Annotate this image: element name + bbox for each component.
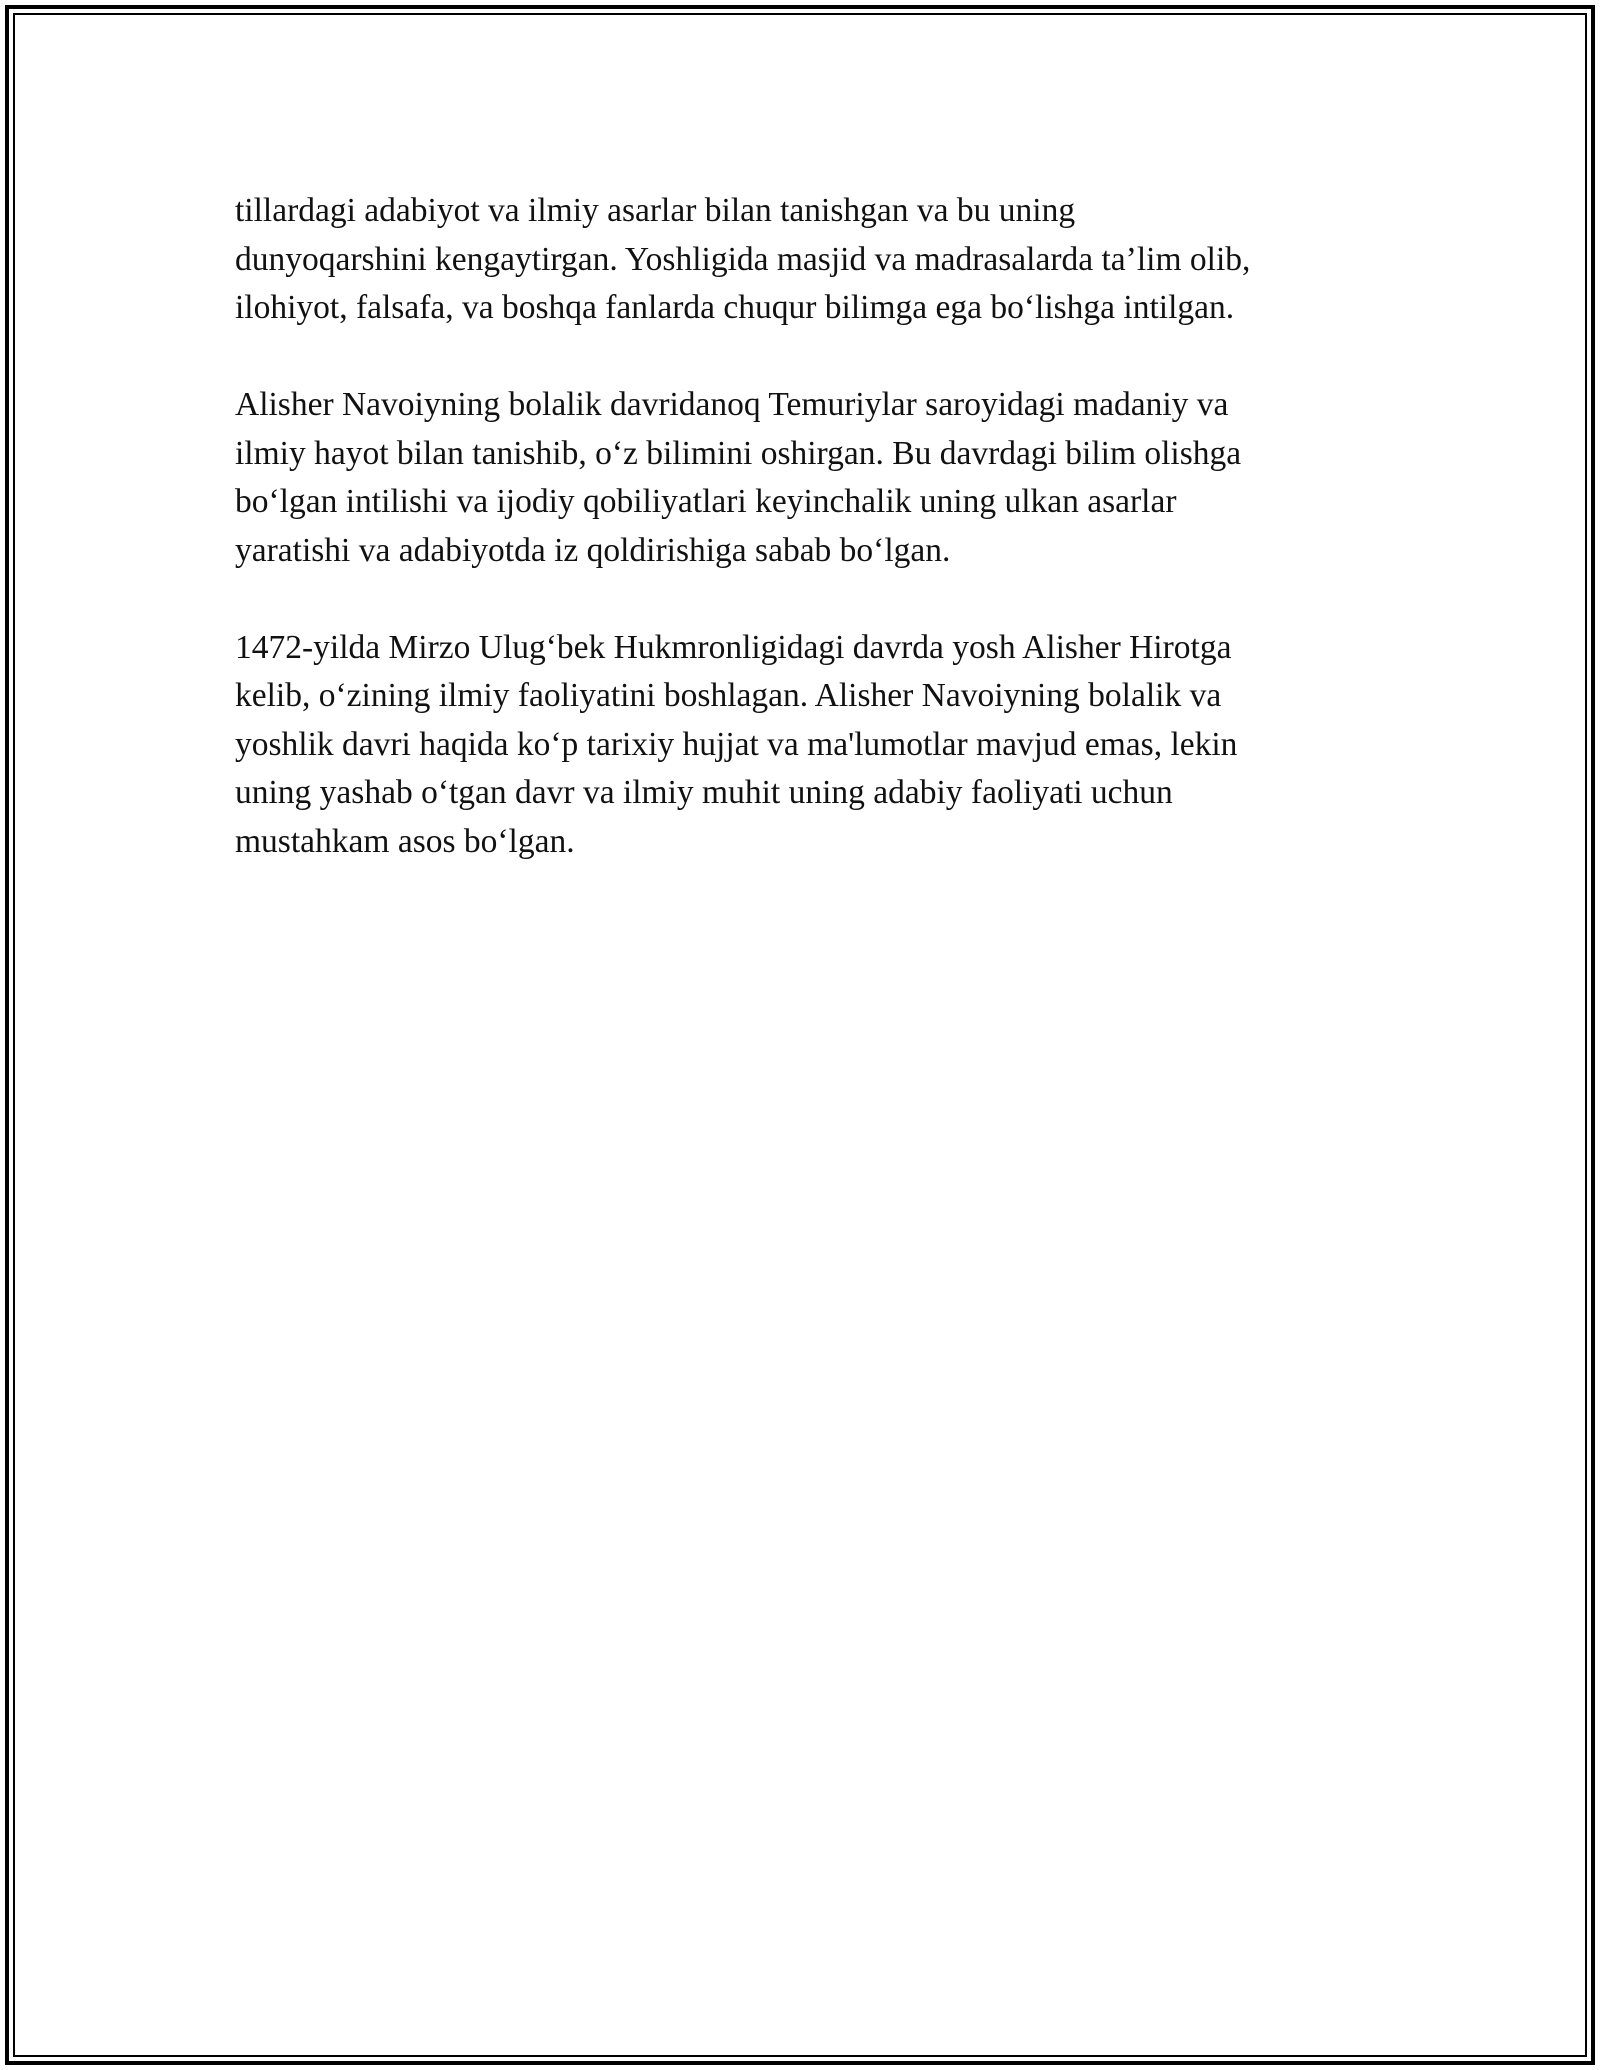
paragraph-1 — [235, 187, 1365, 333]
text-line: dunyoqarshini kengaytirgan. Yoshligida masjid va madrasalarda ta’lim olib, — [235, 240, 1251, 278]
text-line: 1472-yilda Mirzo Ulug‘bek Hukmronligidagi davrda yosh Alisher Hirotga — [235, 628, 1232, 666]
text-line: yoshlik davri haqida ko‘p tarixiy hujjat va ma'lumotlar mavjud emas, lekin — [235, 725, 1238, 763]
text-line: kelib, o‘zining ilmiy faoliyatini boshlagan. Alisher Navoiyning bolalik va — [235, 677, 1222, 714]
text-line: uning yashab o‘tgan davr va ilmiy muhit uning adabiy faoliyati uchun — [235, 774, 1173, 811]
paragraph-2 — [235, 381, 1365, 575]
text-line: mustahkam asos bo‘lgan. — [235, 822, 575, 860]
document-body — [235, 187, 1365, 915]
text-line: Alisher Navoiyning bolalik davridanoq Temuriylar saroyidagi madaniy va — [235, 386, 1229, 423]
paragraph-3 — [235, 624, 1365, 867]
text-line: ilohiyot, falsafa, va boshqa fanlarda chuqur bilimga ega bo‘lishga intilgan. — [235, 289, 1235, 326]
text-line: bo‘lgan intilishi va ijodiy qobiliyatlari keyinchalik uning ulkan asarlar — [235, 483, 1177, 520]
text-line: yaratishi va adabiyotda iz qoldirishiga sabab bo‘lgan. — [235, 531, 951, 569]
text-line: ilmiy hayot bilan tanishib, o‘z bilimini oshirgan. Bu davrdagi bilim olishga — [235, 434, 1242, 472]
text-line: tillardagi adabiyot va ilmiy asarlar bilan tanishgan va bu uning — [235, 192, 1076, 229]
